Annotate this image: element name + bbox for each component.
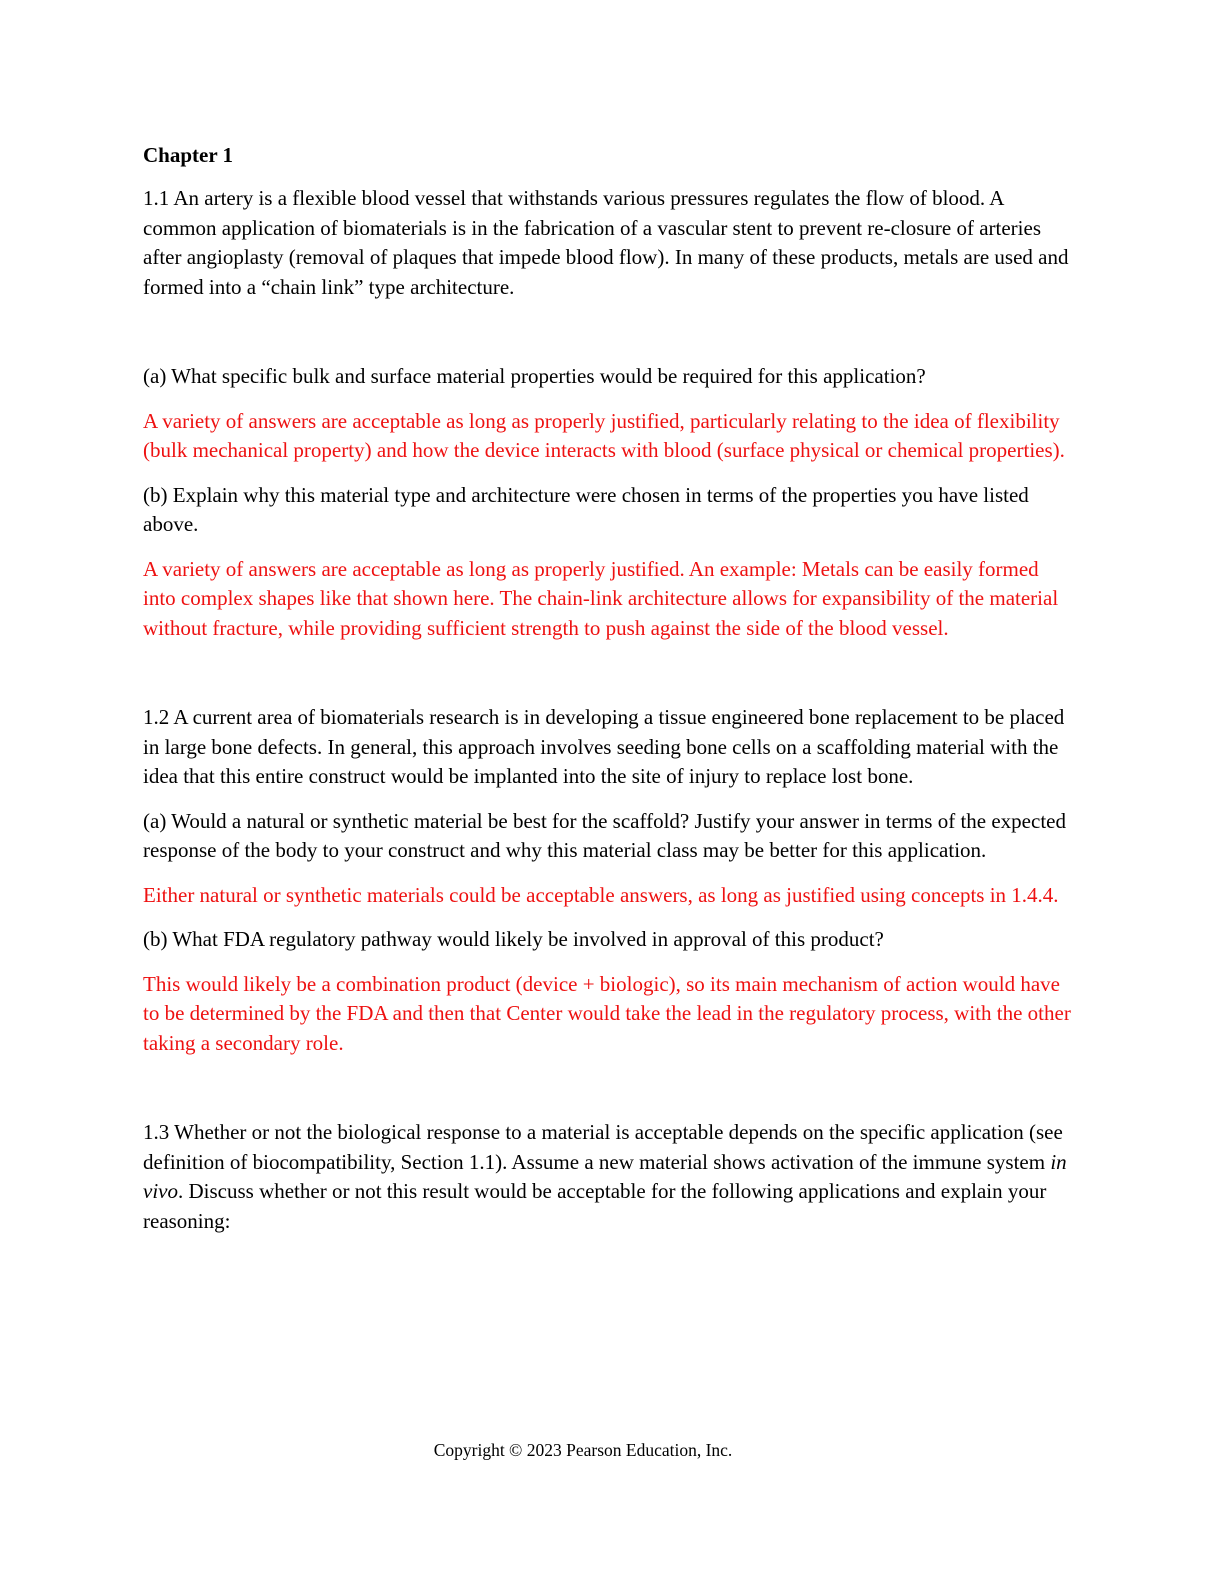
copyright-footer: Copyright © 2023 Pearson Education, Inc. [433,1440,733,1460]
question-1-2-intro: 1.2 A current area of biomaterials research is in developing a tissue engineered bone replacement to be placed in large bone defects. In general, this approach involves seeding bone cells on a scaffolding material with the idea that this entire construct would be implanted into the site of injury to replace lost bone. [143,705,1065,788]
answer-1-1-a: A variety of answers are acceptable as long as properly justified, particularly relating to the idea of flexibility (bulk mechanical property) and how the device interacts with blood (surface physical or chemical properties). [143,408,1065,462]
document-body [143,140,1073,1236]
question-1-1-intro: 1.1 An artery is a flexible blood vessel that withstands various pressures regulates the flow of blood. A common application of biomaterials is in the fabrication of a vascular stent to prevent re-closure of arteries after angioplasty (removal of plaques that impede blood flow). In many of these products, metals are used and formed into a “chain link” type architecture. [143,186,1069,299]
question-1-1-a: (a) What specific bulk and surface material properties would be required for this application? [143,364,926,388]
question-1-3-intro-italic: in vivo [143,1149,1067,1203]
question-1-1-b: (b) Explain why this material type and architecture were chosen in terms of the properties you have listed above. [143,482,1029,536]
answer-1-2-b: This would likely be a combination product (device + biologic), so its main mechanism of action would have to be determined by the FDA and then that Center would take the lead in the regulatory process, with the other taking a secondary role. [143,971,1071,1055]
answer-1-2-a: Either natural or synthetic materials could be acceptable answers, as long as justified using concepts in 1.4.4. [143,882,1059,907]
chapter-title: Chapter 1 [143,143,234,167]
question-1-3-intro-end: . Discuss whether or not this result would be acceptable for the following applications and explain your reasoning: [143,1179,1047,1233]
answer-1-1-b: A variety of answers are acceptable as long as properly justified. An example: Metals can be easily formed into complex shapes like that shown here. The chain-link architecture allows for expansibility of the material without fracture, while providing sufficient strength to push against the side of the blood vessel. [143,556,1059,640]
question-1-2-a: (a) Would a natural or synthetic material be best for the scaffold? Justify your answer in terms of the expected response of the body to your construct and why this material class may be better for this application. [143,808,1066,862]
question-1-3-intro [143,1118,1073,1236]
question-1-2-b: (b) What FDA regulatory pathway would likely be involved in approval of this product? [143,927,884,951]
question-1-3-intro-start: 1.3 Whether or not the biological response to a material is acceptable depends on the specific application (see definition of biocompatibility, Section 1.1). Assume a new material shows activation of the immune system [143,1120,1063,1174]
